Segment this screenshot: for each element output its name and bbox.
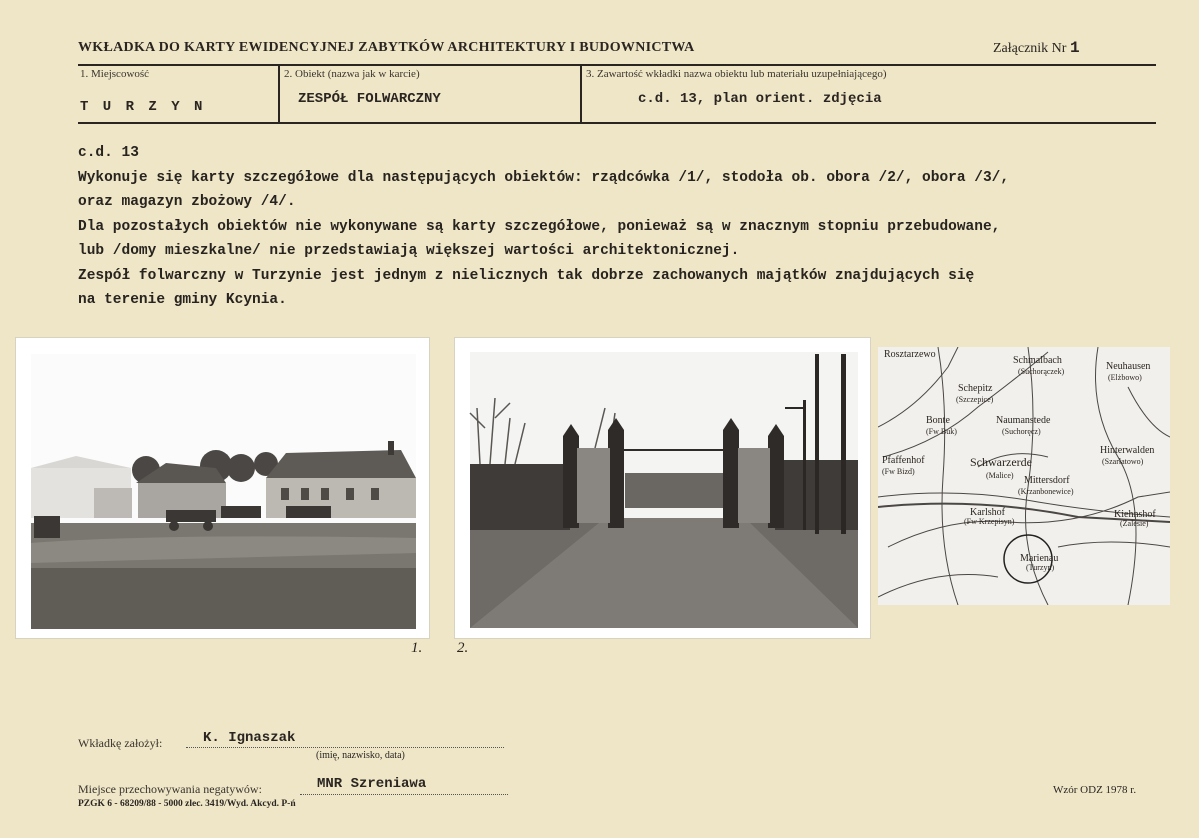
annex-value: 1 [1069,39,1080,57]
storage-label: Miejsce przechowywania negatywów: [78,782,262,796]
body-line: na terenie gminy Kcynia. [78,292,287,308]
map-label: (Fw Krzepisyn) [964,517,1015,526]
map-label: Schwarzerde [970,455,1032,469]
photo-2-image [455,338,870,638]
map-label: (Turzyn) [1026,563,1055,572]
field-value-content: c.d. 13, plan orient. zdjęcia [638,91,882,107]
body-line: lub /domy mieszkalne/ nie przedstawiają większej wartości architektonicznej. [78,243,740,259]
founder-label: Wkładkę założył: [78,736,163,750]
storage-dotline [300,794,508,795]
form-info: Wzór ODZ 1978 r. [1053,784,1137,796]
map-label: Bonte [926,415,950,426]
field-rule [78,122,1156,124]
photo-2-caption: 2. [457,640,469,656]
header-rule [78,64,1156,66]
body-line: c.d. 13 [78,145,139,161]
founder-value: K. Ignaszak [203,730,296,746]
body-line: oraz magazyn zbożowy /4/. [78,194,296,210]
map-label: Kiehnshof [1114,509,1156,520]
body-line: Zespół folwarczny w Turzynie jest jednym z nielicznych tak dobrze zachowanych majątków znajdujących się [78,267,975,284]
map-label: Neuhausen [1106,361,1151,372]
field-label-content: 3. Zawartość wkładki nazwa obiektu lub materiału uzupełniającego) [586,68,887,80]
map-label: Schepitz [958,383,993,394]
map-label: (Fw Buk) [926,427,957,436]
field-divider [580,66,582,122]
field-value-object: ZESPÓŁ FOLWARCZNY [298,91,441,107]
map-label: (Krzanbonewice) [1018,487,1074,496]
map-label: (Szarłatowo) [1102,457,1144,466]
map-label: Rosztarzewo [884,349,936,360]
annex-number [993,39,1080,57]
map-label: (Szczepice) [956,395,994,404]
map-label: (Suchoręcz) [1002,427,1041,436]
map-label: (Zalesie) [1120,519,1149,528]
map-label: (Suchorączek) [1018,367,1065,376]
print-info: PZGK 6 - 68209/88 - 5000 zlec. 3419/Wyd. Akcyd. P-ń [78,799,296,809]
map-label: Mittersdorf [1024,475,1070,486]
field-value-place: T U R Z Y N [80,99,206,115]
orientation-map [878,347,1170,605]
map-label: (Malice) [986,471,1014,480]
map-label: Schmalbach [1013,355,1062,366]
photo-2 [455,338,870,638]
photo-1 [16,338,429,638]
founder-dotline [186,747,504,748]
body-text [78,141,1188,313]
field-label-object: 2. Obiekt (nazwa jak w karcie) [284,68,420,80]
map-label: Hinterwalden [1100,445,1155,456]
map-label: Pfaffenhof [882,455,925,466]
photo-1-image [16,338,429,638]
form-title: WKŁADKA DO KARTY EWIDENCYJNEJ ZABYTKÓW ARCHITEKTURY I BUDOWNICTWA [78,40,695,55]
map-label: Karlshof [970,507,1005,518]
map-label: (Fw Bizd) [882,467,915,476]
storage-value: MNR Szreniawa [317,776,427,792]
field-label-place: 1. Miejscowość [80,68,150,80]
map-label: (Elżbowo) [1108,373,1142,382]
map-label: Naumanstede [996,415,1051,426]
photo-1-caption: 1. [411,640,423,656]
annex-label: Załącznik Nr [993,41,1067,56]
field-divider [278,66,280,122]
body-line: Dla pozostałych obiektów nie wykonywane są karty szczegółowe, ponieważ są w znacznym stopniu przebudowane, [78,218,1001,235]
body-line: Wykonuje się karty szczegółowe dla następujących obiektów: rządcówka /1/, stodoła ob. obora /2/, obora /3/, [78,169,1010,186]
map-label: Marienau [1020,553,1059,564]
founder-hint: (imię, nazwisko, data) [316,750,405,761]
